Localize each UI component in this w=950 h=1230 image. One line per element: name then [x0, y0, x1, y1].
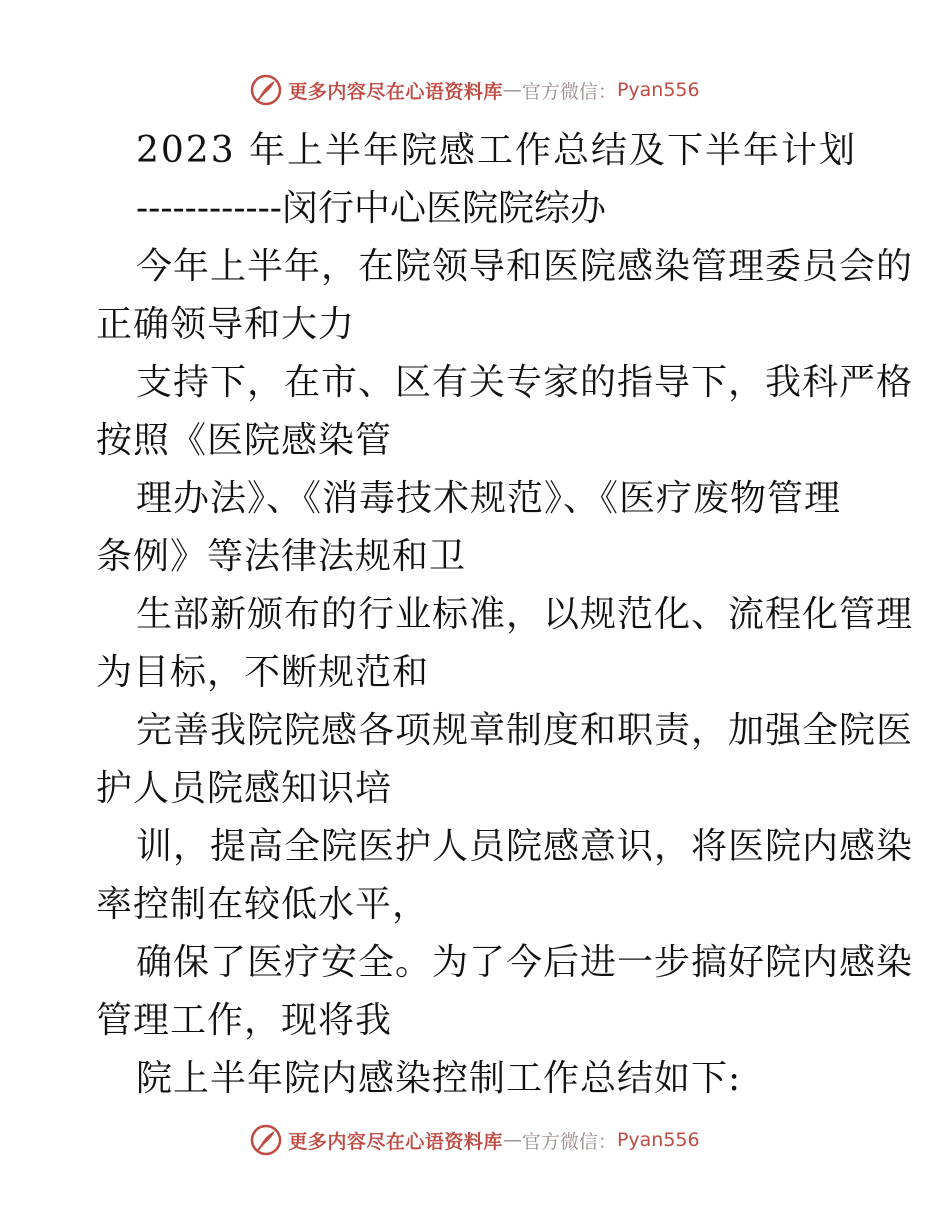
watermark-contact-label: 官方微信： [521, 1130, 617, 1153]
feather-logo-icon [250, 1124, 282, 1156]
watermark-main-text: 更多内容尽在心语资料库 [288, 1130, 503, 1153]
watermark-separator: — [502, 1129, 522, 1151]
text-line: 率控制在较低水平， [96, 884, 430, 925]
watermark-header [0, 72, 950, 108]
text-line: 条例》等法律法规和卫 [96, 536, 467, 577]
text-line: 今年上半年，在院领导和医院感染管理委员会的 [136, 246, 914, 287]
text-line: 确保了医疗安全。为了今后进一步搞好院内感染 [136, 942, 914, 983]
text-line: 支持下，在市、区有关专家的指导下，我科严格 [136, 362, 914, 403]
document-body [96, 122, 914, 1108]
text-line: 生部新颁布的行业标准，以规范化、流程化管理 [136, 594, 914, 635]
watermark-contact-label: 官方微信： [521, 80, 617, 103]
text-line: 训，提高全院医护人员院感意识，将医院内感染 [136, 826, 914, 867]
document-title: 2023 年上半年院感工作总结及下半年计划 [136, 130, 858, 171]
watermark-contact-id: Pyan556 [616, 1129, 700, 1151]
text-line: 按照《医院感染管 [96, 420, 393, 461]
text-line: 正确领导和大力 [96, 304, 356, 345]
text-line: 完善我院院感各项规章制度和职责，加强全院医 [136, 710, 914, 751]
document-paragraph [96, 238, 914, 1108]
document-subtitle: ------------闵行中心医院院综办 [136, 188, 606, 229]
watermark-separator: — [502, 79, 522, 101]
watermark-contact-id: Pyan556 [616, 79, 700, 101]
text-line: 理办法》、《消毒技术规范》、《医疗废物管理 [136, 478, 842, 519]
text-line: 护人员院感知识培 [96, 768, 393, 809]
feather-logo-icon [250, 74, 282, 106]
text-line: 为目标，不断规范和 [96, 652, 430, 693]
text-line: 管理工作，现将我 [96, 1000, 393, 1041]
text-line: 院上半年院内感染控制工作总结如下: [136, 1058, 742, 1099]
watermark-footer [0, 1122, 950, 1158]
watermark-main-text: 更多内容尽在心语资料库 [288, 80, 503, 103]
